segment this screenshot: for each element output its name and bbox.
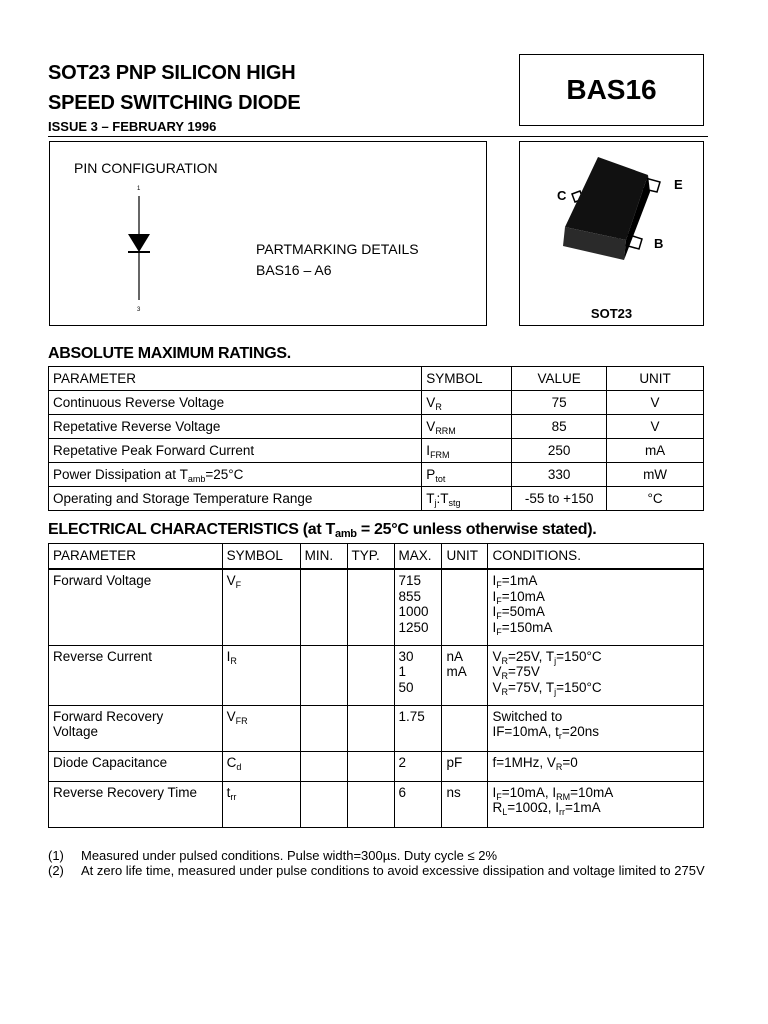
header-parameter: PARAMETER (49, 544, 223, 570)
min-cell (300, 705, 347, 751)
pin-e-label: E (674, 177, 683, 192)
conditions-cell: f=1MHz, $V_R=0$ (488, 751, 704, 781)
table-row (49, 781, 704, 827)
table-row (49, 391, 704, 415)
header-min: MIN. (300, 544, 347, 570)
partmarking-label: PARTMARKING DETAILS (256, 241, 419, 257)
table-row (49, 439, 704, 463)
symbol-cell: $V_{RRM}$ (422, 415, 512, 439)
max-cell: 2 (394, 751, 442, 781)
typ-cell (347, 569, 394, 645)
symbol-cell: $V_F$ (222, 569, 300, 645)
part-number-box (519, 54, 704, 126)
max-cell: 715 855 1000 1250 (394, 569, 442, 645)
symbol-cell: $V_R$ (422, 391, 512, 415)
pin-3-label: 3 (137, 307, 141, 313)
header-max: MAX. (394, 544, 442, 570)
table-row (49, 751, 704, 781)
unit-cell (442, 569, 488, 645)
conditions-cell: $V_R=25V$, $T_j=150^\circ C$ $V_R=75V$ $V_R=75V$, $T_j=150^\circ C$ (488, 645, 704, 705)
pin-1-label: 1 (137, 186, 141, 192)
conditions-cell: Switched to IF=10mA, $t_r=20ns$ (488, 705, 704, 751)
min-cell (300, 751, 347, 781)
header-value: VALUE (512, 367, 607, 391)
parameter-cell: Diode Capacitance (49, 751, 223, 781)
table-row (49, 463, 704, 487)
parameter-cell: Reverse Current (49, 645, 223, 705)
pin-b-label: B (654, 236, 664, 251)
header-divider (48, 136, 708, 137)
symbol-cell: $T_j:T_{stg}$ (422, 487, 512, 511)
header-parameter: PARAMETER (49, 367, 422, 391)
symbol-cell: $t_{rr}$ (222, 781, 300, 827)
unit-cell: nA mA (442, 645, 488, 705)
table-header-row (49, 367, 704, 391)
symbol-cell: $I_R$ (222, 645, 300, 705)
pin-configuration-box (49, 141, 487, 326)
footnotes (48, 848, 708, 878)
parameter-cell: Operating and Storage Temperature Range (49, 487, 422, 511)
parameter-cell: Continuous Reverse Voltage (49, 391, 422, 415)
header-symbol: SYMBOL (422, 367, 512, 391)
value-cell: -55 to +150 (512, 487, 607, 511)
partmarking-value: BAS16 – A6 (256, 262, 332, 278)
symbol-cell: $P_{tot}$ (422, 463, 512, 487)
title-line-1: SOT23 PNP SILICON HIGH (48, 62, 296, 84)
table-row (49, 569, 704, 645)
elec-table (48, 543, 704, 828)
conditions-cell: $I_F=10mA$, $I_{RM}=10mA$ $R_L=100\Omega$, $I_{rr}=1mA$ (488, 781, 704, 827)
value-cell: 330 (512, 463, 607, 487)
header-conditions: CONDITIONS. (488, 544, 704, 570)
min-cell (300, 569, 347, 645)
value-cell: 75 (512, 391, 607, 415)
header-unit: UNIT (607, 367, 704, 391)
symbol-cell: $V_{FR}$ (222, 705, 300, 751)
unit-cell (442, 705, 488, 751)
typ-cell (347, 751, 394, 781)
typ-cell (347, 645, 394, 705)
table-row (49, 645, 704, 705)
parameter-cell: Repetative Reverse Voltage (49, 415, 422, 439)
sot23-package-icon (520, 142, 703, 302)
parameter-cell: Forward Recovery Voltage (49, 705, 223, 751)
table-row (49, 487, 704, 511)
abs-max-table (48, 366, 704, 511)
unit-cell: V (607, 415, 704, 439)
table-header-row (49, 544, 704, 570)
pin-c-label: C (557, 188, 567, 203)
parameter-cell: Forward Voltage (49, 569, 223, 645)
footnote: (2) At zero life time, measured under pulse conditions to avoid excessive dissipation and voltage limited to 275V (48, 863, 705, 878)
max-cell: 30 1 50 (394, 645, 442, 705)
title-line-2: SPEED SWITCHING DIODE (48, 92, 301, 114)
unit-cell: mW (607, 463, 704, 487)
parameter-cell: Repetative Peak Forward Current (49, 439, 422, 463)
table-row (49, 705, 704, 751)
document-title (48, 58, 301, 118)
symbol-cell: $I_{FRM}$ (422, 439, 512, 463)
unit-cell: ns (442, 781, 488, 827)
parameter-cell: Reverse Recovery Time (49, 781, 223, 827)
parameter-cell: Power Dissipation at $T_{amb}=25^\circ C$ (49, 463, 422, 487)
abs-max-title: ABSOLUTE MAXIMUM RATINGS. (48, 345, 291, 362)
table-row (49, 415, 704, 439)
typ-cell (347, 781, 394, 827)
package-name: SOT23 (590, 306, 633, 321)
header-symbol: SYMBOL (222, 544, 300, 570)
issue-date: ISSUE 3 – FEBRUARY 1996 (48, 119, 217, 134)
elec-title: ELECTRICAL CHARACTERISTICS (at $T_{amb} = 25^\circ C$ unless otherwise stated). (48, 521, 597, 540)
header-typ: TYP. (347, 544, 394, 570)
symbol-cell: $C_d$ (222, 751, 300, 781)
value-cell: 250 (512, 439, 607, 463)
min-cell (300, 645, 347, 705)
unit-cell: pF (442, 751, 488, 781)
typ-cell (347, 705, 394, 751)
header-unit: UNIT (442, 544, 488, 570)
max-cell: 6 (394, 781, 442, 827)
conditions-cell: $I_F=1mA$ $I_F=10mA$ $I_F=50mA$ $I_F=150mA$ (488, 569, 704, 645)
part-number: BAS16 (566, 74, 657, 105)
package-box (519, 141, 704, 326)
value-cell: 85 (512, 415, 607, 439)
unit-cell: V (607, 391, 704, 415)
pin-configuration-label: PIN CONFIGURATION (74, 160, 218, 176)
footnote: (1) Measured under pulsed conditions. Pulse width=300µs. Duty cycle ≤ 2% (48, 848, 498, 863)
diode-symbol-icon (120, 182, 160, 317)
min-cell (300, 781, 347, 827)
unit-cell: mA (607, 439, 704, 463)
unit-cell: °C (607, 487, 704, 511)
max-cell: 1.75 (394, 705, 442, 751)
